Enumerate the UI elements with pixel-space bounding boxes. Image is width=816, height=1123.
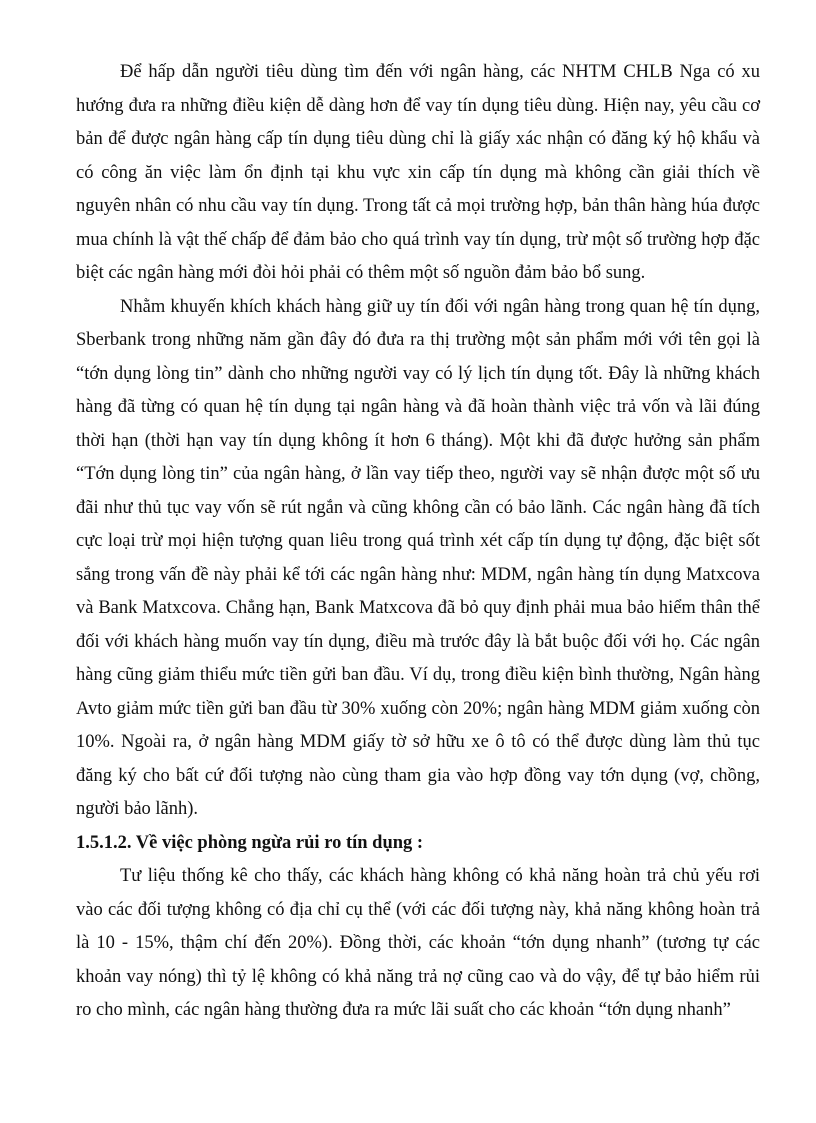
paragraph-trust-credit-product: Nhằm khuyến khích khách hàng giữ uy tín đối với ngân hàng trong quan hệ tín dụng, Sberbank trong những năm gần đây đó đưa ra thị trường một sản phẩm mới với tên gọi là “tớn dụng lòng tin” dành cho những người vay có lý lịch tín dụng tốt. Đây là những khách hàng đã từng có quan hệ tín dụng tại ngân hàng và đã hoàn thành việc trả vốn và lãi đúng thời hạn (thời hạn vay tín dụng không ít hơn 6 tháng). Một khi đã được hưởng sản phẩm “Tớn dụng lòng tin” của ngân hàng, ở lần vay tiếp theo, người vay sẽ nhận được một số ưu đãi như thủ tục vay vốn sẽ rút ngắn và cũng không cần có bảo lãnh. Các ngân hàng đã tích cực loại trừ mọi hiện tượng quan liêu trong quá trình xét cấp tín dụng tự động, đặc biệt sốt sắng trong vấn đề này phải kể tới các ngân hàng như: MDM, ngân hàng tín dụng Matxcova và Bank Matxcova. Chẳng hạn, Bank Matxcova đã bỏ quy định phải mua bảo hiểm thân thể đối với khách hàng muốn vay tín dụng, điều mà trước đây là bắt buộc đối với họ. Các ngân hàng cũng giảm thiểu mức tiền gửi ban đầu. Ví dụ, trong điều kiện bình thường, Ngân hàng Avto giảm mức tiền gửi ban đầu từ 30% xuống còn 20%; ngân hàng MDM giảm xuống còn 10%. Ngoài ra, ở ngân hàng MDM giấy tờ sở hữu xe ô tô có thể được dùng làm thủ tục đăng ký cho bất cứ đối tượng nào cùng tham gia vào hợp đồng vay tớn dụng (vợ, chồng, người bảo lãnh).	[76, 296, 760, 819]
section-heading: 1.5.1.2. Về việc phòng ngừa rủi ro tín dụng :	[76, 832, 424, 853]
document-page	[76, 56, 760, 1028]
paragraph-credit-risk-prevention: Tư liệu thống kê cho thấy, các khách hàng không có khả năng hoàn trả chủ yếu rơi vào các đối tượng không có địa chỉ cụ thể (với các đối tượng này, khả năng không hoàn trả là 10 - 15%, thậm chí đến 20%). Đồng thời, các khoản “tớn dụng nhanh” (tương tự các khoản vay nóng) thì tỷ lệ không có khả năng trả nợ cũng cao và do vậy, để tự bảo hiểm rủi ro cho mình, các ngân hàng thường đưa ra mức lãi suất cho các khoản “tớn dụng nhanh”	[76, 866, 760, 1020]
paragraph-consumer-credit-conditions: Để hấp dẫn người tiêu dùng tìm đến với ngân hàng, các NHTM CHLB Nga có xu hướng đưa ra những điều kiện dễ dàng hơn để vay tín dụng tiêu dùng. Hiện nay, yêu cầu cơ bản để được ngân hàng cấp tín dụng tiêu dùng chỉ là giấy xác nhận có đăng ký hộ khẩu và có công ăn việc làm ổn định tại khu vực xin cấp tín dụng mà không cần giải thích về nguyên nhân có nhu cầu vay tín dụng. Trong tất cả mọi trường hợp, bản thân hàng húa được mua chính là vật thế chấp để đảm bảo cho quá trình vay tín dụng, trừ một số trường hợp đặc biệt các ngân hàng mới đòi hỏi phải có thêm một số nguồn đảm bảo bổ sung.	[76, 62, 760, 283]
